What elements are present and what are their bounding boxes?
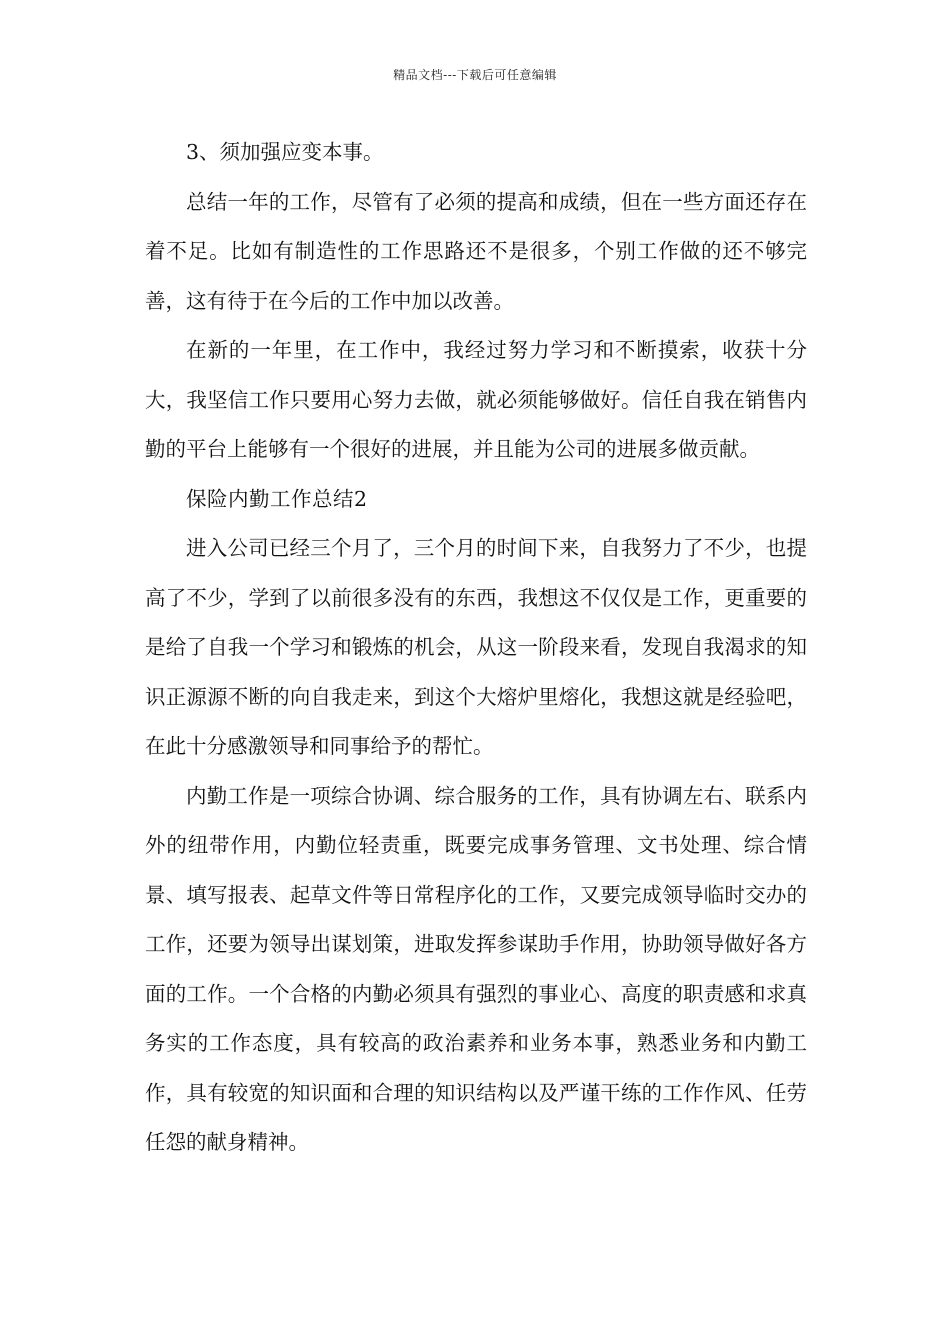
- page-header: 精品文档---下载后可任意编辑: [393, 68, 557, 82]
- paragraph: 进入公司已经三个月了，三个月的时间下来，自我努力了不少，也提高了不少，学到了以前很多没有的东西，我想这不仅仅是工作，更重要的是给了自我一个学习和锻炼的机会，从这一阶段来看，发现自我渴求的知识正源源不断的向自我走来，到这个大熔炉里熔化，我想这就是经验吧，在此十分感激领导和同事给予的帮忙。: [145, 536, 807, 758]
- paragraph: 在新的一年里，在工作中，我经过努力学习和不断摸索，收获十分大，我坚信工作只要用心努力去做，就必须能够做好。信任自我在销售内勤的平台上能够有一个很好的进展，并且能为公司的进展多做贡献。: [145, 338, 807, 461]
- paragraph: 内勤工作是一项综合协调、综合服务的工作，具有协调左右、联系内外的纽带作用，内勤位轻责重，既要完成事务管理、文书处理、综合情景、填写报表、起草文件等日常程序化的工作，又要完成领导临时交办的工作，还要为领导出谋划策，进取发挥参谋助手作用，协助领导做好各方面的工作。一个合格的内勤必须具有强烈的事业心、高度的职责感和求真务实的工作态度，具有较高的政治素养和业务本事，熟悉业务和内勤工作，具有较宽的知识面和合理的知识结构以及严谨干练的工作作风、任劳任怨的献身精神。: [145, 783, 807, 1154]
- document-body: [145, 128, 807, 1168]
- section-heading: 保险内勤工作总结2: [186, 486, 368, 511]
- paragraph: 3、须加强应变本事。: [186, 140, 384, 164]
- paragraph: 总结一年的工作，尽管有了必须的提高和成绩，但在一些方面还存在着不足。比如有制造性的工作思路还不是很多，个别工作做的还不够完善，这有待于在今后的工作中加以改善。: [145, 189, 807, 313]
